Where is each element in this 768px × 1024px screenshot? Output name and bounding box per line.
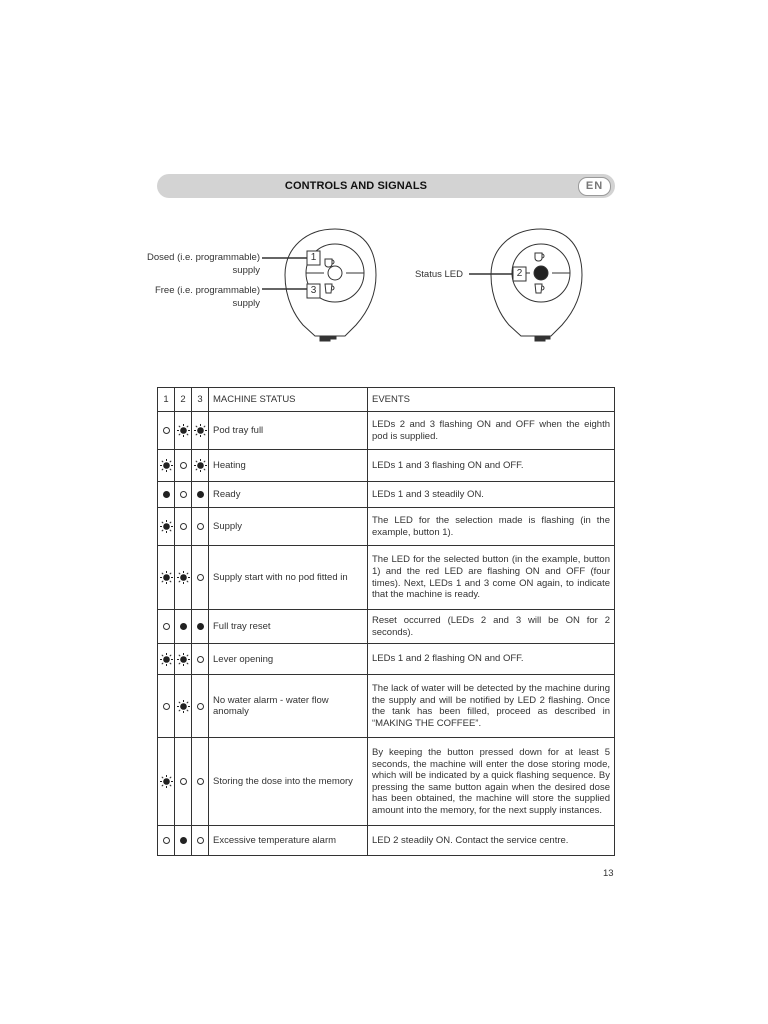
led-1-flashing-icon bbox=[158, 644, 175, 675]
led-3-off-icon bbox=[192, 508, 209, 546]
led-1-off-icon bbox=[158, 610, 175, 644]
table-row bbox=[158, 546, 615, 610]
led-3-off-icon bbox=[192, 546, 209, 610]
events-cell: LEDs 2 and 3 flashing ON and OFF when the eighth pod is supplied. bbox=[368, 412, 615, 450]
led-1-off-icon bbox=[158, 675, 175, 738]
machine-status-cell: Full tray reset bbox=[209, 610, 368, 644]
marker-2: 2 bbox=[516, 268, 523, 279]
header-events: EVENTS bbox=[368, 388, 615, 412]
events-cell: LED 2 steadily ON. Contact the service centre. bbox=[368, 826, 615, 856]
events-cell: The LED for the selection made is flashing (in the example, button 1). bbox=[368, 508, 615, 546]
led-1-flashing-icon bbox=[158, 450, 175, 482]
led-2-flashing-icon bbox=[175, 412, 192, 450]
machine-status-cell: Pod tray full bbox=[209, 412, 368, 450]
led-3-on-icon bbox=[192, 482, 209, 508]
table-row bbox=[158, 508, 615, 546]
table-row bbox=[158, 738, 615, 826]
status-led-label: Status LED bbox=[414, 269, 463, 280]
marker-1: 1 bbox=[310, 252, 317, 263]
events-cell: The lack of water will be detected by the machine during the supply and will be notified by LED 2 flashing. Once the tank has been filled, proceed as described in “MAKING THE COFFEE”. bbox=[368, 675, 615, 738]
table-row bbox=[158, 482, 615, 508]
machine-status-cell: Supply start with no pod fitted in bbox=[209, 546, 368, 610]
events-cell: The LED for the selected button (in the example, button 1) and the red LED are flashing ON and OFF (four times). Next, LEDs 1 and 3 come ON again, to indicate that the machine is ready. bbox=[368, 546, 615, 610]
control-panel-diagrams bbox=[0, 0, 768, 360]
dosed-supply-label: Dosed (i.e. programmable) supply bbox=[147, 252, 260, 276]
table-row bbox=[158, 450, 615, 482]
free-supply-label: Free (i.e. programmable) supply bbox=[154, 285, 260, 309]
led-3-off-icon bbox=[192, 826, 209, 856]
led-2-flashing-icon bbox=[175, 644, 192, 675]
machine-status-cell: Ready bbox=[209, 482, 368, 508]
marker-3: 3 bbox=[310, 285, 317, 296]
header-led-3: 3 bbox=[192, 388, 209, 412]
right-panel-drawing bbox=[469, 229, 582, 341]
led-2-off-icon bbox=[175, 450, 192, 482]
header-led-2: 2 bbox=[175, 388, 192, 412]
language-badge: EN bbox=[578, 177, 611, 196]
machine-status-cell: Storing the dose into the memory bbox=[209, 738, 368, 826]
events-cell: LEDs 1 and 2 flashing ON and OFF. bbox=[368, 644, 615, 675]
machine-status-cell: No water alarm - water flow anomaly bbox=[209, 675, 368, 738]
events-cell: By keeping the button pressed down for at least 5 seconds, the machine will enter the dose storing mode, which will be indicated by a quick flashing sequence. By pressing the same button again when the desired dose has been obtained, the machine will store the supplied amount into the memory, for the next supply instances. bbox=[368, 738, 615, 826]
led-1-flashing-icon bbox=[158, 508, 175, 546]
table-row bbox=[158, 610, 615, 644]
table-header-row bbox=[158, 388, 615, 412]
led-2-off-icon bbox=[175, 508, 192, 546]
machine-status-cell: Heating bbox=[209, 450, 368, 482]
led-3-off-icon bbox=[192, 675, 209, 738]
table-row bbox=[158, 826, 615, 856]
events-cell: LEDs 1 and 3 steadily ON. bbox=[368, 482, 615, 508]
machine-status-cell: Excessive temperature alarm bbox=[209, 826, 368, 856]
header-machine-status: MACHINE STATUS bbox=[209, 388, 368, 412]
led-1-off-icon bbox=[158, 412, 175, 450]
events-cell: Reset occurred (LEDs 2 and 3 will be ON for 2 seconds). bbox=[368, 610, 615, 644]
led-1-flashing-icon bbox=[158, 546, 175, 610]
events-cell: LEDs 1 and 3 flashing ON and OFF. bbox=[368, 450, 615, 482]
machine-status-cell: Supply bbox=[209, 508, 368, 546]
table-row bbox=[158, 675, 615, 738]
header-led-1: 1 bbox=[158, 388, 175, 412]
machine-status-table bbox=[157, 387, 615, 856]
led-1-flashing-icon bbox=[158, 738, 175, 826]
led-3-on-icon bbox=[192, 610, 209, 644]
led-3-flashing-icon bbox=[192, 412, 209, 450]
led-2-on-icon bbox=[175, 826, 192, 856]
led-2-flashing-icon bbox=[175, 546, 192, 610]
led-1-off-icon bbox=[158, 826, 175, 856]
section-title: CONTROLS AND SIGNALS bbox=[284, 180, 428, 192]
led-3-off-icon bbox=[192, 644, 209, 675]
page-number: 13 bbox=[603, 868, 614, 879]
led-3-flashing-icon bbox=[192, 450, 209, 482]
led-2-off-icon bbox=[175, 482, 192, 508]
table-row bbox=[158, 412, 615, 450]
led-2-flashing-icon bbox=[175, 675, 192, 738]
led-2-on-icon bbox=[175, 610, 192, 644]
led-2-off-icon bbox=[175, 738, 192, 826]
led-1-on-icon bbox=[158, 482, 175, 508]
led-3-off-icon bbox=[192, 738, 209, 826]
table-row bbox=[158, 644, 615, 675]
machine-status-cell: Lever opening bbox=[209, 644, 368, 675]
